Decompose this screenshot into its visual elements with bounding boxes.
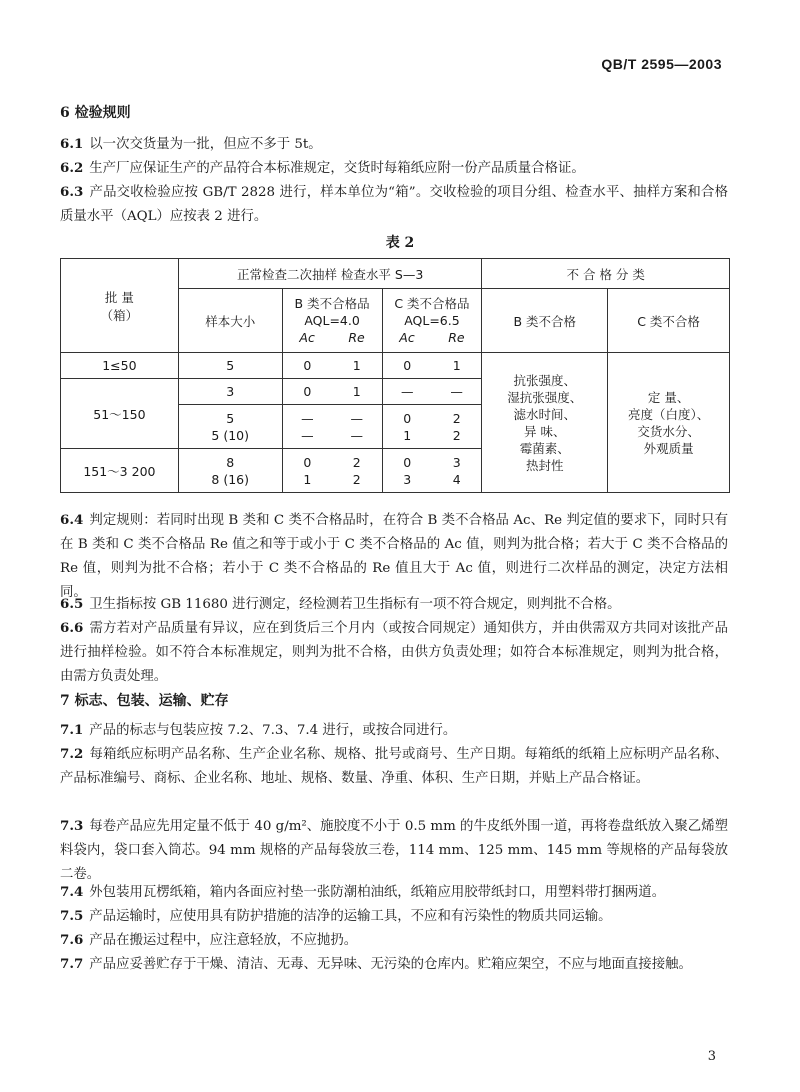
c-ac-re-cell	[382, 449, 482, 493]
c-item: 亮度（白度）、	[627, 406, 710, 422]
ac-value: 0	[403, 358, 412, 373]
clause-text: 产品运输时，应使用具有防护措施的洁净的运输工具，不应和有污染性的物质共同运输。	[89, 909, 612, 924]
b-ac-re-cell	[282, 405, 382, 449]
section-7-heading: 7 标志、包装、运输、贮存	[60, 693, 229, 709]
re-label: Re	[448, 330, 465, 345]
clause-number: 7.7	[60, 956, 84, 972]
clause-text: 外包装用瓦楞纸箱，箱内各面应衬垫一张防潮柏油纸，纸箱应用胶带纸封口，用塑料带打捆两道。	[89, 885, 666, 900]
b-aql-header	[282, 289, 382, 353]
b-class-items	[482, 353, 608, 493]
clause-number: 7.3	[60, 818, 84, 834]
sample-size-header: 样本大小	[178, 289, 282, 353]
clause-text: 卫生指标按 GB 11680 进行测定，经检测若卫生指标有一项不符合规定，则判批不合格。	[89, 597, 621, 612]
sample-first: 8	[226, 454, 235, 470]
b-aql-value: AQL=4.0	[304, 313, 360, 328]
clause-6-1	[60, 132, 728, 157]
ac-value: 1	[303, 471, 312, 487]
clause-text: 产品的标志与包装应按 7.2、7.3、7.4 进行，或按合同进行。	[89, 723, 457, 738]
c-class-items	[608, 353, 730, 493]
clause-text: 需方若对产品质量有异议，应在到货后三个月内（或按合同规定）通知供方，并由供需双方共同对该批产品进行抽样检验。如不符合本标准规定，则判为批不合格，由供方负责处理；如符合本标准规定，则判为批合格，由需方负责处理。	[60, 621, 728, 684]
re-value: —	[450, 384, 463, 399]
c-class-header: C 类不合格	[608, 289, 730, 353]
sample-cell: 3	[178, 379, 282, 405]
clause-7-1	[60, 718, 728, 743]
b-aql-title: B 类不合格品	[294, 296, 370, 311]
b-item: 滤水时间、	[513, 406, 577, 422]
batch-cell: 151～3 200	[61, 449, 179, 493]
ac-value: 1	[403, 427, 412, 443]
b-class-header: B 类不合格	[482, 289, 608, 353]
clause-7-6	[60, 928, 728, 953]
sample-cell	[178, 405, 282, 449]
c-aql-title: C 类不合格品	[394, 296, 470, 311]
sample-cell: 5	[178, 353, 282, 379]
batch-header-cell	[61, 259, 179, 353]
c-ac-re-cell	[382, 405, 482, 449]
ac-value: 0	[303, 358, 312, 373]
clause-6-4	[60, 508, 728, 605]
sample-cell	[178, 449, 282, 493]
batch-cell: 51～150	[61, 379, 179, 449]
ac-value: 0	[303, 454, 312, 470]
section-6-heading: 6 检验规则	[60, 105, 131, 121]
clause-number: 6.4	[60, 512, 84, 528]
clause-text: 判定规则：若同时出现 B 类和 C 类不合格品时，在符合 B 类不合格品 Ac、Re 判定值的要求下，同时只有在 B 类和 C 类不合格品 Re 值之和等于或小于 C 类不合格品的 Ac 值，则判为批合格；若大于 C 类不合格品的 Re 值，则判为批不合格；若小于 C 类不合格品的 Re 值且大于 Ac 值，则进行二次样品的测定，决定方法相同。	[60, 513, 728, 600]
clause-number: 6.1	[60, 136, 84, 152]
ac-label: Ac	[399, 330, 415, 345]
batch-cell: 1≤50	[61, 353, 179, 379]
b-item: 霉菌素、	[519, 440, 570, 456]
clause-text: 每箱纸应标明产品名称、生产企业名称、规格、批号或商号、生产日期。每箱纸的纸箱上应标明产品名称、产品标准编号、商标、企业名称、地址、规格、数量、净重、体积、生产日期，并贴上产品合格证。	[60, 747, 728, 786]
clause-7-7	[60, 952, 728, 977]
re-label: Re	[348, 330, 365, 345]
c-aql-header	[382, 289, 482, 353]
sample-first: 5	[226, 410, 235, 426]
re-value: 4	[452, 471, 461, 487]
sample-second: 5 (10)	[211, 427, 250, 443]
c-item: 外观质量	[643, 440, 694, 456]
ac-value: —	[301, 410, 314, 426]
c-aql-value: AQL=6.5	[404, 313, 460, 328]
c-ac-re-cell	[382, 379, 482, 405]
clause-6-3	[60, 180, 728, 229]
re-value: —	[350, 410, 364, 426]
clause-6-5	[60, 592, 728, 617]
clause-text: 每卷产品应先用定量不低于 40 g/m²、施胶度不小于 0.5 mm 的牛皮纸外围一道，再将卷盘纸放入聚乙烯塑料袋内，袋口套入筒芯。94 mm 规格的产品每袋放三卷，114 mm、125 mm、145 mm 等规格的产品每袋放二卷。	[60, 819, 728, 882]
clause-text: 以一次交货量为一批，但应不多于 5t。	[89, 137, 322, 152]
re-value: —	[350, 427, 364, 443]
clause-7-4	[60, 880, 728, 905]
clause-number: 7.2	[60, 746, 84, 762]
clause-number: 7.5	[60, 908, 84, 924]
clause-number: 7.6	[60, 932, 84, 948]
ac-label: Ac	[299, 330, 315, 345]
b-item: 湿抗张强度、	[507, 389, 583, 405]
sampling-header: 正常检查二次抽样 检查水平 S—3	[178, 259, 482, 289]
clause-7-3	[60, 814, 728, 887]
re-value: 2	[452, 427, 461, 443]
b-item: 抗张强度、	[513, 372, 577, 388]
re-value: 2	[452, 410, 461, 426]
re-value: 3	[452, 454, 461, 470]
clause-7-2	[60, 742, 728, 791]
clause-text: 产品交收检验应按 GB/T 2828 进行，样本单位为“箱”。交收检验的项目分组、检查水平、抽样方案和合格质量水平（AQL）应按表 2 进行。	[60, 185, 728, 224]
batch-header: 批 量	[104, 289, 134, 305]
re-value: 2	[352, 454, 361, 470]
re-value: 2	[352, 471, 361, 487]
b-ac-re-cell	[282, 353, 382, 379]
clause-number: 6.3	[60, 184, 84, 200]
document-header-code: QB/T 2595—2003	[601, 56, 722, 72]
clause-6-6	[60, 616, 728, 689]
clause-number: 7.1	[60, 722, 84, 738]
clause-text: 产品在搬运过程中，应注意轻放，不应抛扔。	[89, 933, 358, 948]
b-item: 异 味、	[524, 423, 566, 439]
ac-value: —	[301, 427, 314, 443]
ac-value: 0	[403, 410, 412, 426]
re-value: 1	[352, 358, 361, 373]
re-value: 1	[352, 384, 361, 399]
clause-number: 6.5	[60, 596, 84, 612]
inspection-table	[60, 258, 730, 493]
c-item: 定 量、	[647, 389, 690, 405]
page-number: 3	[707, 1049, 716, 1064]
ac-value: 3	[403, 471, 412, 487]
clause-6-2	[60, 156, 728, 181]
table-caption: 表 2	[385, 235, 415, 251]
ac-value: 0	[303, 384, 312, 399]
nonconformity-header: 不 合 格 分 类	[482, 259, 730, 289]
clause-number: 6.2	[60, 160, 84, 176]
clause-number: 6.6	[60, 620, 84, 636]
clause-7-5	[60, 904, 728, 929]
ac-value: 0	[403, 454, 412, 470]
clause-text: 产品应妥善贮存于干燥、清洁、无毒、无异味、无污染的仓库内。贮箱应架空，不应与地面直接接触。	[89, 957, 692, 972]
ac-value: —	[400, 384, 414, 399]
batch-unit: （箱）	[100, 307, 139, 323]
clause-number: 7.4	[60, 884, 84, 900]
b-item: 热封性	[526, 457, 564, 473]
b-ac-re-cell	[282, 449, 382, 493]
sample-second: 8 (16)	[211, 471, 250, 487]
clause-text: 生产厂应保证生产的产品符合本标准规定，交货时每箱纸应附一份产品质量合格证。	[89, 161, 585, 176]
c-ac-re-cell	[382, 353, 482, 379]
re-value: 1	[452, 358, 461, 373]
b-ac-re-cell	[282, 379, 382, 405]
c-item: 交货水分、	[637, 423, 700, 439]
